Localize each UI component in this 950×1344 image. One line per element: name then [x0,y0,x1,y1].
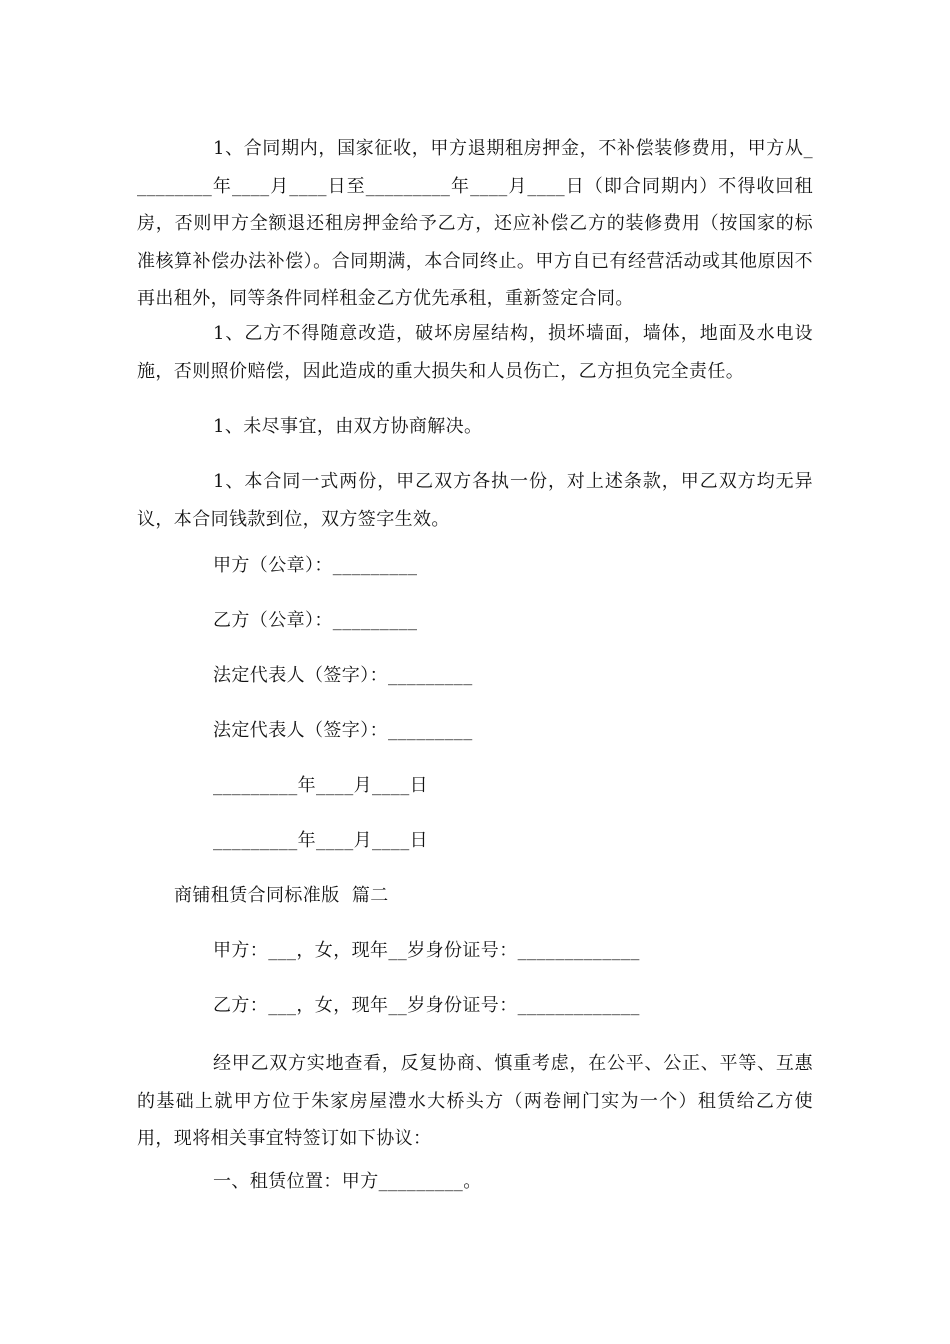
party-b-seal-line: 乙方（公章）：_________ [213,610,418,631]
party-a-seal-line: 甲方（公章）：_________ [213,555,418,576]
date-line-2: _________年____月____日 [213,830,428,851]
date-line-1: _________年____月____日 [213,775,428,796]
lease-location-item: 一、租赁位置：甲方_________。 [213,1171,482,1192]
legal-rep-signature-line-2: 法定代表人（签字）：_________ [213,720,473,741]
clause-paragraph-copies: 1、本合同一式两份，甲乙双方各执一份，对上述条款，甲乙双方均无异议，本合同钱款到位，双方签字生效。 [137,471,813,530]
clause-paragraph-expropriation: 1、合同期内，国家征收，甲方退期租房押金，不补偿装修费用，甲方从_________年____月____日至_________年____月____日（即合同期内）不得收回租房，否则甲方全额退还租房押金给予乙方，还应补偿乙方的装修费用（按国家的标准核算补偿办法补偿）。合同期满，本合同终止。甲方自已有经营活动或其他原因不再出租外，同等条件同样租金乙方优先承租，重新签定合同。 [137,138,813,309]
section-heading: 商铺租赁合同标准版 篇二 [174,885,389,906]
agreement-intro-paragraph: 经甲乙双方实地查看，反复协商、慎重考虑，在公平、公正、平等、互惠的基础上就甲方位于朱家房屋澧水大桥头方（两卷闸门实为一个）租赁给乙方使用，现将相关事宜特签订如下协议： [137,1053,813,1149]
party-a-info-line: 甲方：___，女，现年__岁身份证号：_____________ [213,940,640,961]
party-b-info-line: 乙方：___，女，现年__岁身份证号：_____________ [213,995,640,1016]
legal-rep-signature-line-1: 法定代表人（签字）：_________ [213,665,473,686]
clause-paragraph-no-alteration: 1、乙方不得随意改造，破坏房屋结构，损坏墙面，墙体，地面及水电设施，否则照价赔偿，因此造成的重大损失和人员伤亡，乙方担负完全责任。 [137,323,813,382]
clause-paragraph-unresolved-matters: 1、未尽事宜，由双方协商解决。 [213,416,483,437]
